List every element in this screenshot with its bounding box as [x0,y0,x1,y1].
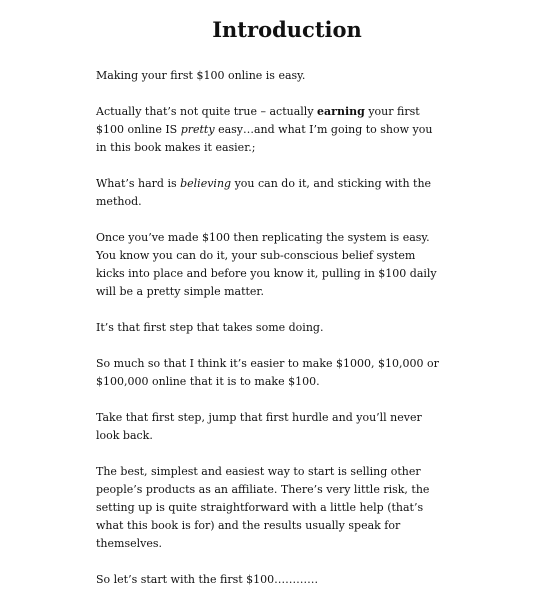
paragraph-5: It’s that first step that takes some doing. [96,321,324,334]
paragraph-2-bold-earning: earning [317,105,365,118]
paragraph-1: Making your first $100 online is easy. [96,69,306,82]
paragraph-7: Take that first step, jump that first hurdle and you’ll never look back. [96,411,422,442]
document-body [96,67,441,589]
paragraph-8: The best, simplest and easiest way to start is selling other people’s products as an affiliate. There’s very little risk, the setting up is quite straightforward with a little help (that’s what this book is for) and the results usually speak for themselves. [96,465,430,550]
paragraph-9: So let’s start with the first $100………… [96,573,319,586]
paragraph-3 [96,175,441,211]
paragraph-2-text-e: easy…and what I’m going to show you in this book makes it easier.; [96,123,433,154]
paragraph-2-italic-pretty: pretty [180,123,215,136]
paragraph-2-text-c: your first $100 online IS [96,105,420,136]
paragraph-3-text-c: you can do it, and sticking with the method. [96,177,432,208]
paragraph-3-italic-believing: believing [180,177,232,190]
paragraph-2-text-a: Actually that’s not quite true – actually [96,105,318,118]
paragraph-2 [96,103,441,157]
paragraph-3-text-a: What’s hard is [96,177,181,190]
paragraph-4: Once you’ve made $100 then replicating the system is easy. You know you can do it, your sub-conscious belief system kicks into place and before you know it, pulling in $100 daily will be a pretty simple matter. [96,231,437,298]
page-title: Introduction [212,17,362,42]
paragraph-6: So much so that I think it’s easier to make $1000, $10,000 or $100,000 online that it is to make $100. [96,357,439,388]
